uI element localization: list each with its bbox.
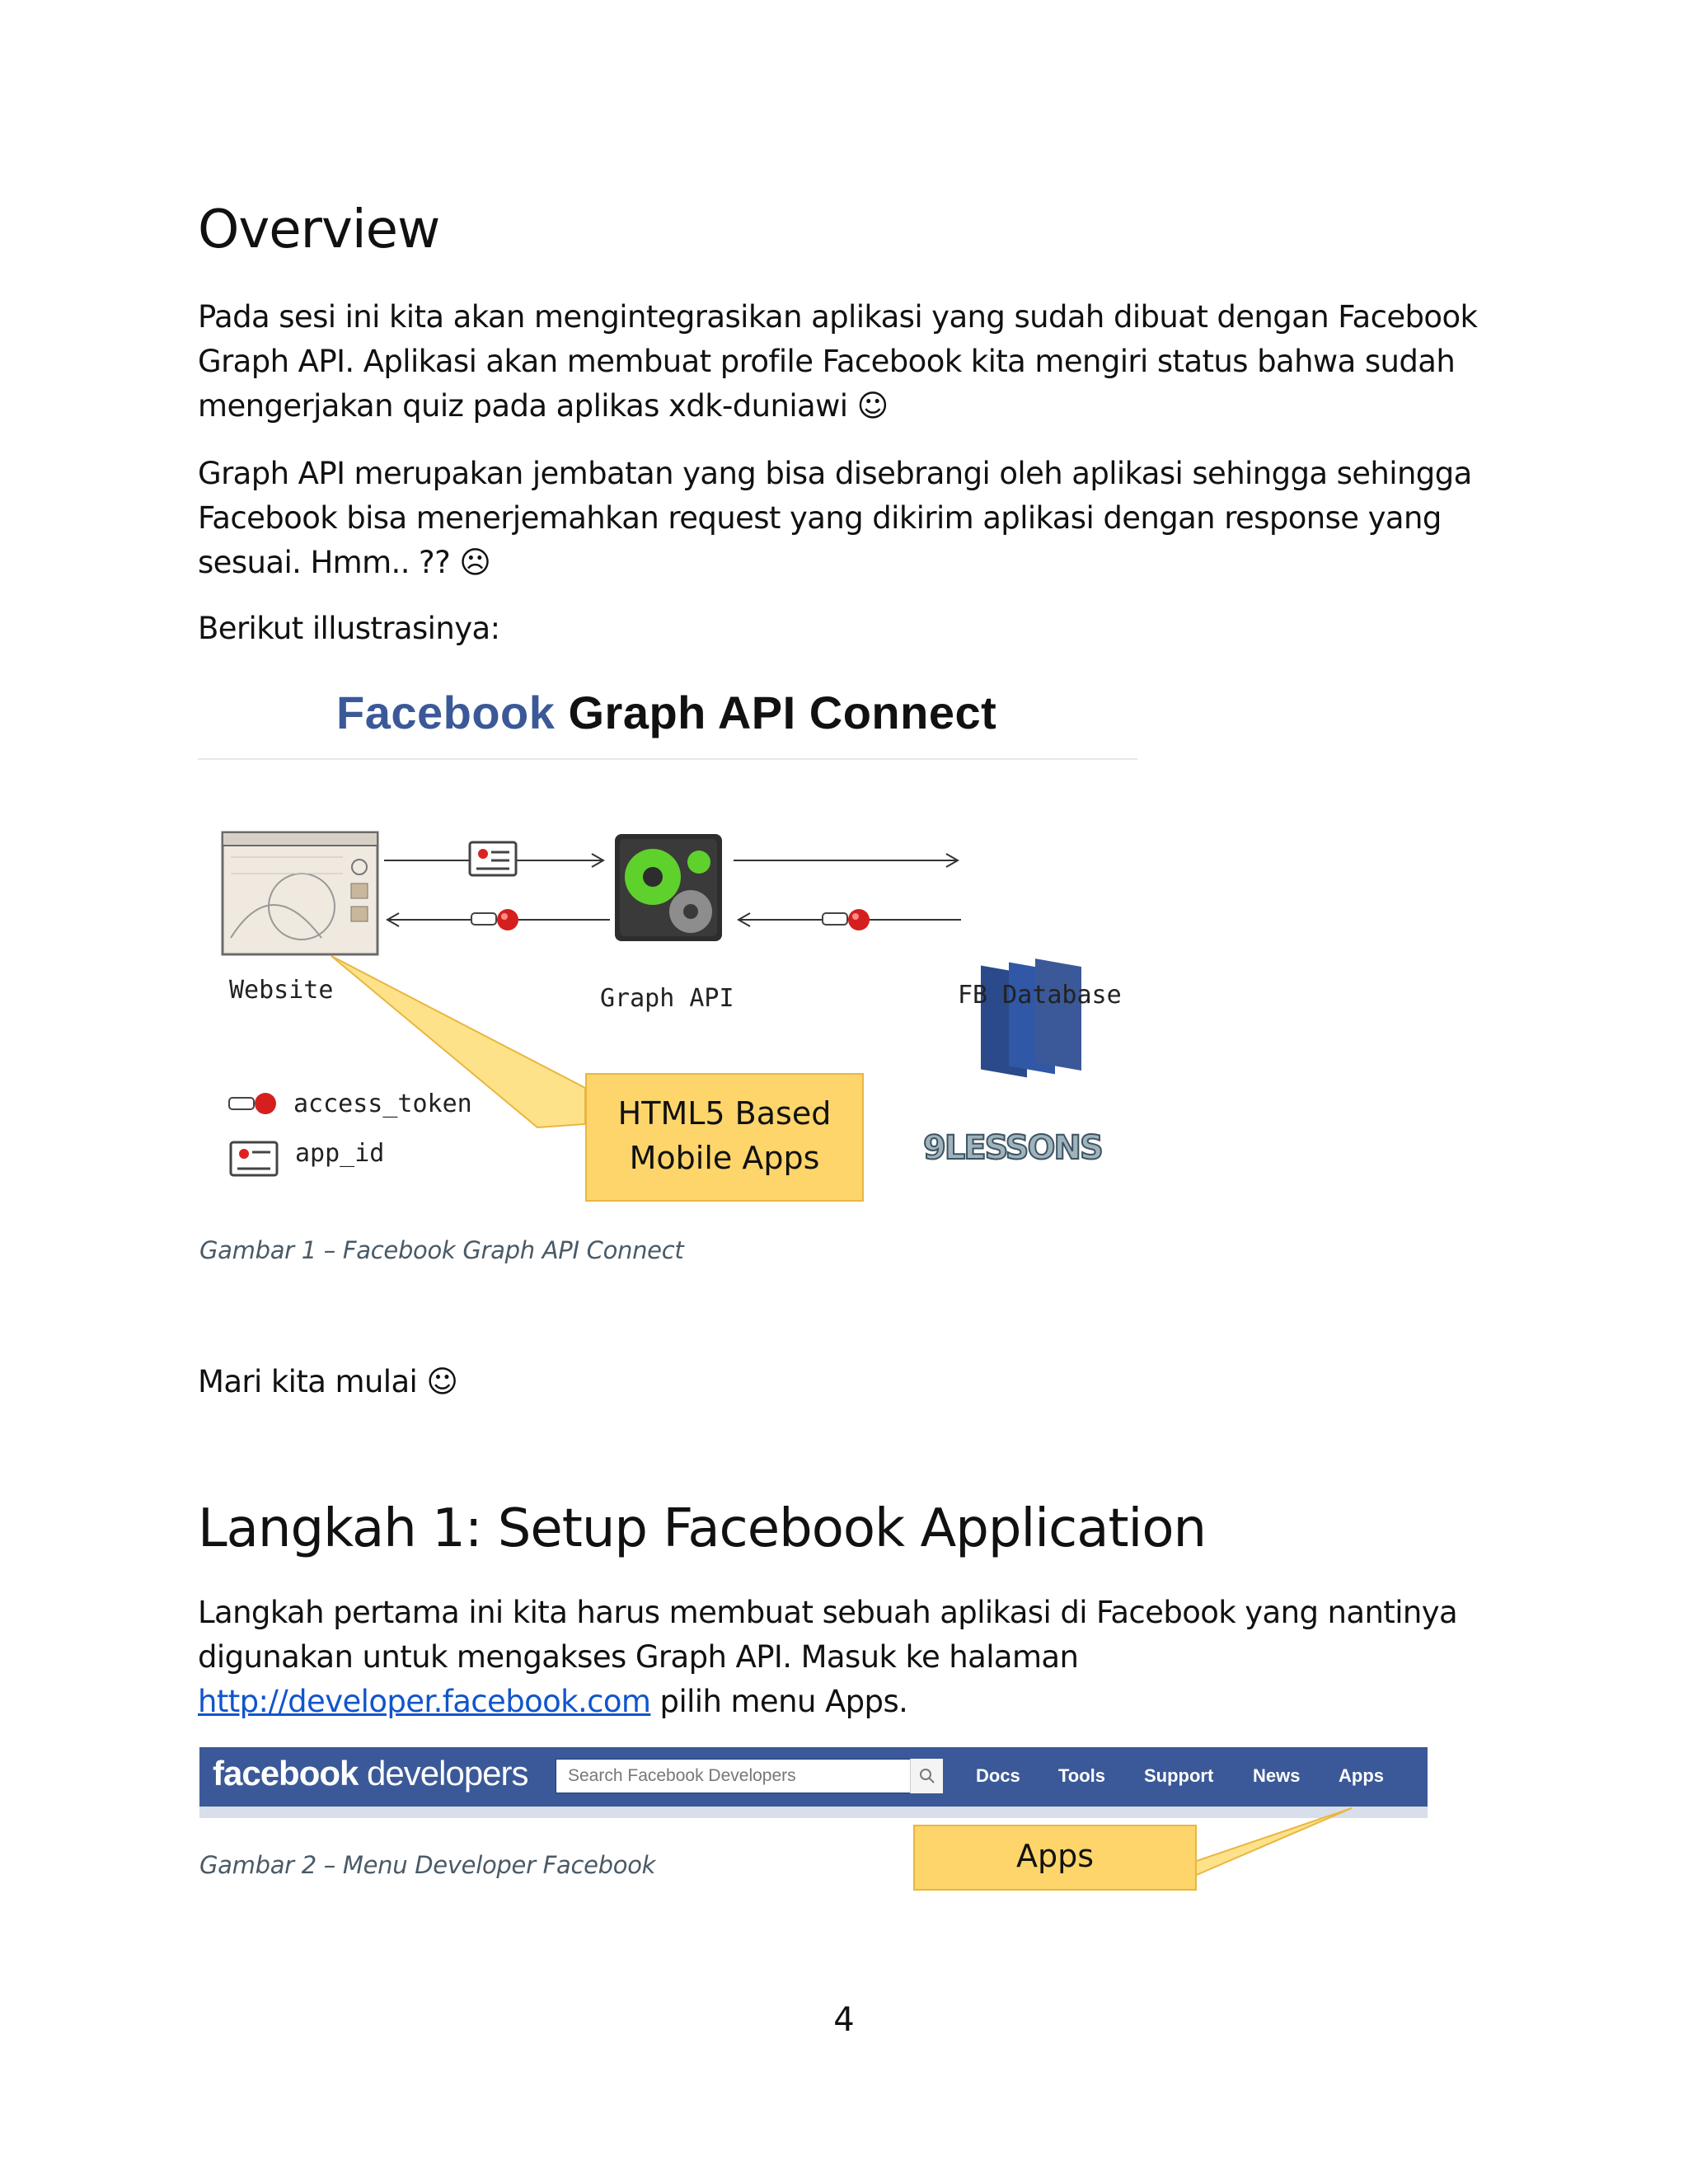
step-1-text-after: pilih menu Apps. [650, 1684, 908, 1719]
step-1-heading: Langkah 1: Setup Facebook Application [198, 1498, 1207, 1559]
legend-app-id-icon [231, 1142, 277, 1175]
legend-access-token-icon [229, 1093, 276, 1114]
overview-paragraph-3: Berikut illustrasinya: [198, 611, 500, 646]
figure-title-rest: Graph API Connect [568, 687, 997, 738]
access-token-key-icon [471, 909, 518, 930]
apps-callout: Apps [913, 1825, 1197, 1891]
html5-mobile-apps-callout [585, 1073, 864, 1202]
app-id-card-icon [470, 842, 516, 875]
search-button[interactable] [910, 1759, 943, 1793]
website-label: Website [229, 976, 334, 1005]
step-1-text-before: Langkah pertama ini kita harus membuat sebuah aplikasi di Facebook yang nantinya digunakan untuk mengakses Graph API. Masuk ke halaman [198, 1595, 1458, 1675]
overview-heading: Overview [198, 199, 440, 260]
legend-app-id-label: app_id [295, 1139, 385, 1168]
brand-light: developers [358, 1754, 528, 1793]
developer-facebook-link[interactable]: http://developer.facebook.com [198, 1684, 651, 1719]
graph-api-gears-icon [615, 834, 722, 941]
graph-api-label: Graph API [600, 984, 734, 1013]
nav-apps[interactable]: Apps [1339, 1765, 1384, 1786]
fb-database-label: FB Database [958, 981, 1122, 1010]
closing-text: Mari kita mulai ☺ [198, 1364, 458, 1399]
nav-tools[interactable]: Tools [1058, 1765, 1106, 1786]
search-icon [918, 1767, 936, 1785]
navbar-bottom-strip [199, 1807, 1428, 1818]
facebook-developers-navbar [199, 1747, 1428, 1807]
nav-news[interactable]: News [1253, 1765, 1301, 1786]
page-number: 4 [833, 2001, 855, 2039]
legend-access-token-label: access_token [293, 1090, 472, 1118]
9lessons-logo: 9LESSONS [923, 1129, 1102, 1167]
nav-support[interactable]: Support [1144, 1765, 1214, 1786]
step-1-paragraph [198, 1591, 1517, 1724]
callout-line-1: HTML5 Based [617, 1095, 832, 1132]
figure-2-caption: Gambar 2 – Menu Developer Facebook [199, 1851, 656, 1879]
access-token-key-icon-2 [823, 909, 870, 930]
search-input[interactable]: Search Facebook Developers [556, 1759, 943, 1793]
overview-paragraph-1: Pada sesi ini kita akan mengintegrasikan aplikasi yang sudah dibuat dengan Facebook Graph API. Aplikasi akan membuat profile Facebook kita mengiri status bahwa sudah mengerjakan quiz pada aplikas xdk-duniawi ☺ [198, 299, 1478, 424]
brand-bold: facebook [213, 1754, 359, 1793]
overview-paragraph-2: Graph API merupakan jembatan yang bisa disebrangi oleh aplikasi sehingga sehingga Facebook bisa menerjemahkan request yang dikirim aplikasi dengan response yang sesuai. Hmm.. ?? ☹ [198, 456, 1472, 580]
website-sketch-icon [223, 832, 377, 954]
callout-line-2: Mobile Apps [629, 1140, 820, 1176]
svg-text:f: f [1060, 903, 1078, 963]
figure-developer-menu [199, 1747, 1428, 1823]
figure-1-caption: Gambar 1 – Facebook Graph API Connect [199, 1236, 684, 1264]
nav-docs[interactable]: Docs [976, 1765, 1020, 1786]
figure-title-facebook: Facebook [336, 687, 556, 738]
figure-graph-api-connect [198, 666, 1137, 1226]
facebook-developers-logo[interactable] [213, 1754, 528, 1793]
